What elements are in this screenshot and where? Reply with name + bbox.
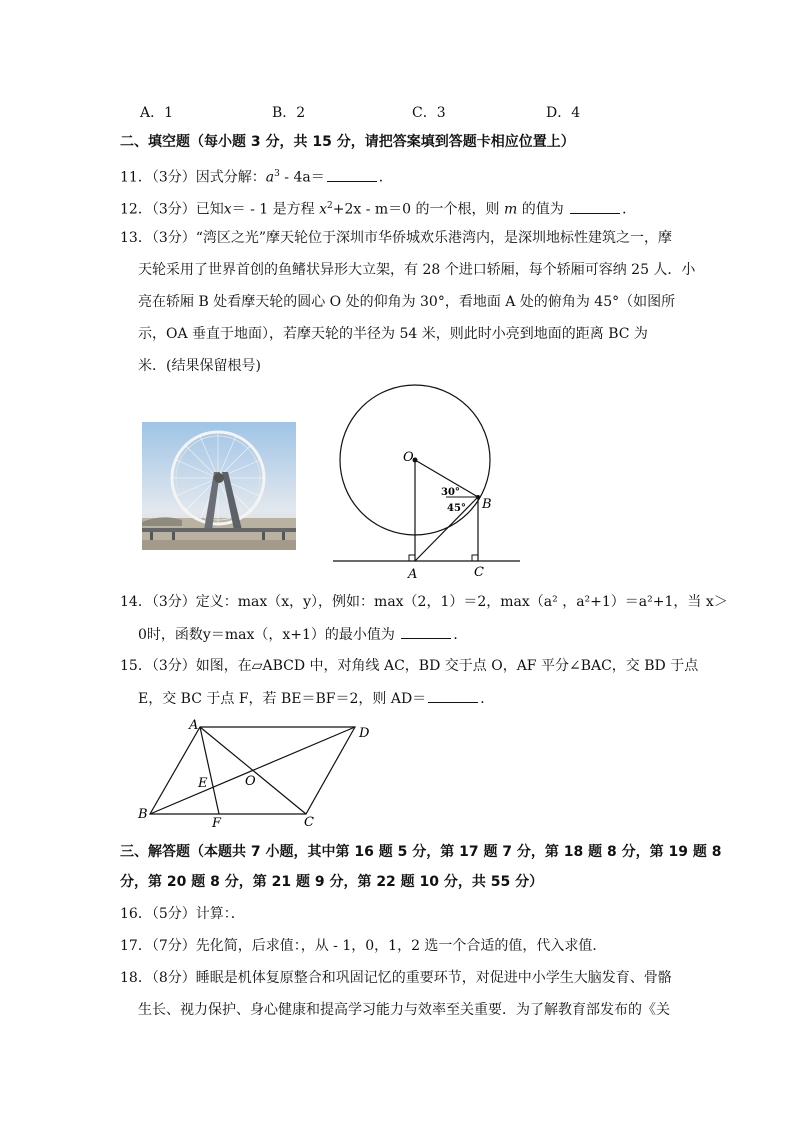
question-18-line-2: 生长、视力保护、身心健康和提高学习能力与效率至关重要．为了解教育部发布的《关: [138, 1002, 670, 1018]
section-3-title-line-1: 三、解答题（本题共 7 小题，其中第 16 题 5 分，第 17 题 7 分，第 18 题 8 分，第 19 题 8: [120, 844, 722, 860]
label-o: O: [403, 450, 414, 465]
right-angle-c: [472, 555, 478, 561]
question-13-line-3: 亮在轿厢 B 处看摩天轮的圆心 O 处的仰角为 30°，看地面 A 处的俯角为 45°（如图所: [138, 294, 676, 310]
question-13-line-4: 示，OA 垂直于地面），若摩天轮的半径为 54 米，则此时小亮到地面的距离 BC 为: [138, 326, 648, 342]
label-a: A: [189, 718, 199, 733]
right-angle-a: [409, 555, 415, 561]
option-c: C．3: [412, 105, 446, 121]
question-17: 17．（7分）先化简，后求值：，从 - 1，0，1，2 选一个合适的值，代入求值．: [120, 938, 607, 954]
question-13-line-2: 天轮采用了世界首创的鱼鳍状异形大立架，有 28 个进口轿厢，每个轿厢可容纳 25 人．小: [138, 262, 696, 278]
question-15-line-2: E，交 BC 于点 F，若 BE＝BF＝2，则 AD＝ ．: [138, 688, 494, 709]
question-14-line-2: 0时，函数y＝max（，x+1）的最小值为 ．: [138, 624, 467, 645]
ferris-wheel-photo: [142, 422, 296, 550]
angle-30-label: 30°: [441, 487, 460, 498]
answer-blank[interactable]: [570, 199, 620, 214]
section-2-title: 二、填空题（每小题 3 分，共 15 分，请把答案填到答题卡相应位置上）: [120, 134, 575, 150]
label-e: E: [198, 776, 208, 791]
label-c: C: [474, 565, 484, 580]
question-16: 16．（5分）计算：．: [120, 906, 245, 922]
angle-45-label: 45°: [447, 503, 466, 514]
question-12: 12．（3分）已知x＝ - 1 是方程 $x^2+2x - m=0$ 的一个根，则 m 的值为 ．: [120, 196, 636, 220]
question-11: 11．（3分）因式分解：$a^3 - 4a=$ ．: [120, 164, 393, 188]
option-b: B．2: [272, 105, 306, 121]
label-f: F: [212, 816, 222, 830]
question-13-line-1: 13．（3分）“湾区之光”摩天轮位于深圳市华侨城欢乐港湾内，是深圳地标性建筑之一，摩: [120, 230, 673, 246]
option-d: D．4: [546, 105, 581, 121]
option-a: A．1: [140, 105, 174, 121]
answer-blank[interactable]: [327, 167, 377, 182]
question-13-line-5: 米．(结果保留根号): [138, 358, 261, 374]
question-14-line-1: 14．（3分）定义：max（x，y），例如：max（2，1）＝2，max（a² ，a²+1）＝a²+1，当 x＞: [120, 594, 728, 610]
answer-blank[interactable]: [428, 688, 478, 703]
parallelogram-diagram: [130, 715, 380, 830]
answer-blank[interactable]: [401, 624, 451, 639]
point-b: [476, 495, 480, 499]
section-3-title-line-2: 分，第 20 题 8 分，第 21 题 9 分，第 22 题 10 分，共 55 分）: [120, 874, 544, 890]
ferris-wheel-diagram: [328, 378, 528, 583]
label-o: O: [245, 774, 256, 789]
label-b: B: [138, 807, 148, 822]
label-c: C: [304, 815, 314, 830]
question-15-line-1: 15．（3分）如图，在▱ABCD 中，对角线 AC，BD 交于点 O，AF 平分∠BAC，交 BD 于点: [120, 658, 699, 674]
label-d: D: [359, 726, 370, 741]
label-a: A: [408, 567, 418, 582]
label-b: B: [482, 497, 492, 512]
diagonal-bd: [150, 727, 355, 814]
question-18-line-1: 18．（8分）睡眠是机体复原整合和巩固记忆的重要环节，对促进中小学生大脑发育、骨骼: [120, 970, 672, 986]
